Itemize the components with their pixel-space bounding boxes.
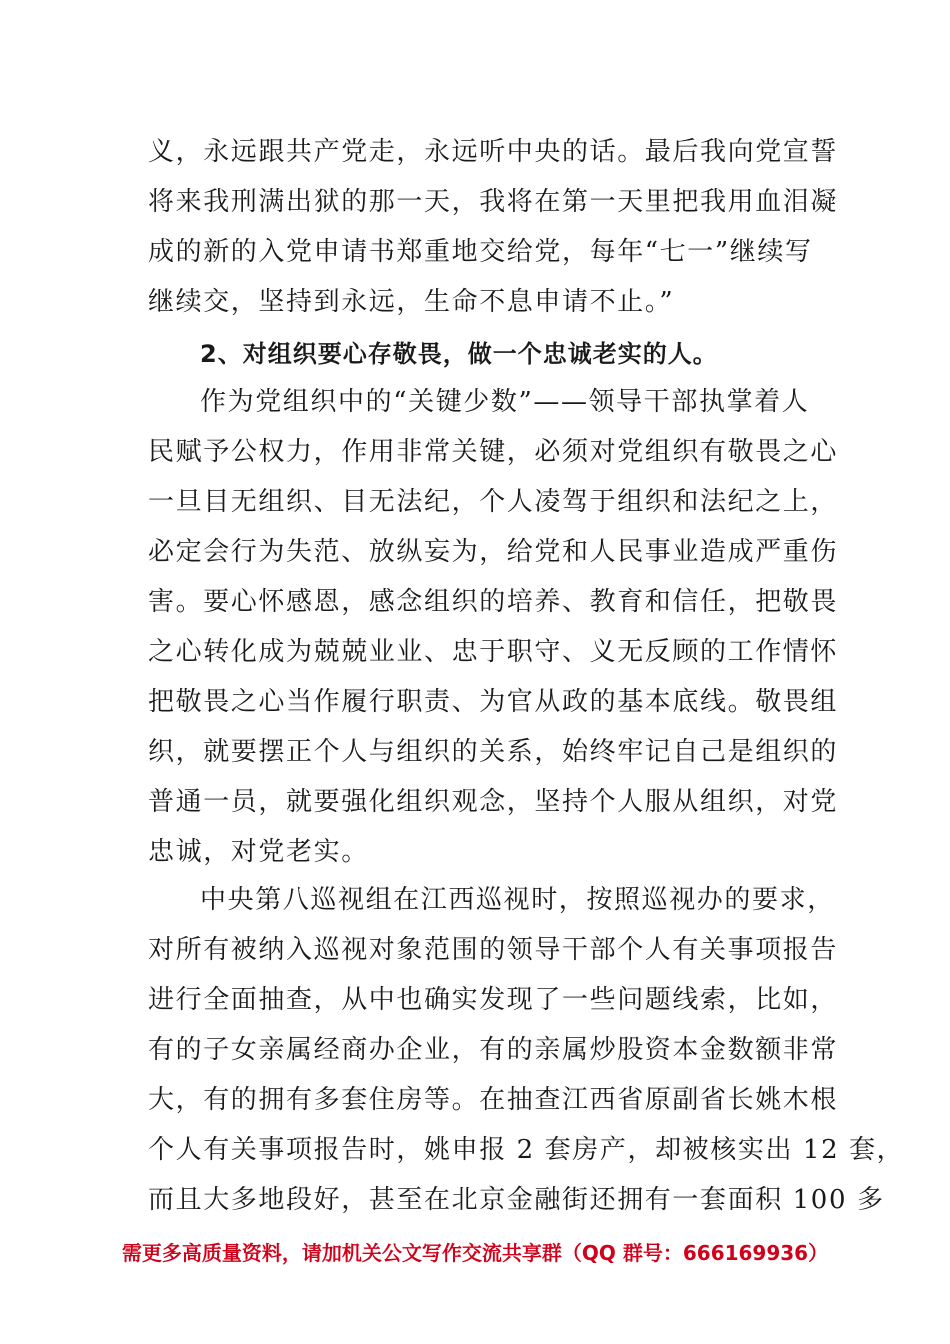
body-line: 成的新的入党申请书郑重地交给党，每年“七一”继续写 [148,237,813,267]
body-line: 有的子女亲属经商办企业，有的亲属炒股资本金数额非常 [148,1035,839,1065]
body-line: 将来我刑满出狱的那一天，我将在第一天里把我用血泪凝 [148,187,839,217]
body-line: 之心转化成为兢兢业业、忠于职守、义无反顾的工作情怀 [148,637,839,667]
body-line: 对所有被纳入巡视对象范围的领导干部个人有关事项报告 [148,935,839,965]
body-line: 大，有的拥有多套住房等。在抽查江西省原副省长姚木根 [148,1085,839,1115]
body-line: 中央第八巡视组在江西巡视时，按照巡视办的要求， [200,885,835,915]
body-line: 进行全面抽查，从中也确实发现了一些问题线索，比如， [148,985,839,1015]
body-line: 忠诚，对党老实。 [148,837,369,867]
body-line: 一旦目无组织、目无法纪，个人凌驾于组织和法纪之上， [148,487,839,517]
body-line: 织，就要摆正个人与组织的关系，始终牢记自己是组织的 [148,737,839,767]
body-line: 民赋予公权力，作用非常关键，必须对党组织有敬畏之心 [148,437,839,467]
footer-notice: 需更多高质量资料，请加机关公文写作交流共享群（QQ 群号：666169936） [121,1241,829,1265]
body-line: 继续交，坚持到永远，生命不息申请不止。” [148,287,675,317]
body-line: 必定会行为失范、放纵妄为，给党和人民事业造成严重伤 [148,537,839,567]
body-line: 害。要心怀感恩，感念组织的培养、教育和信任，把敬畏 [148,587,839,617]
body-line: 而且大多地段好，甚至在北京金融街还拥有一套面积 100 多 [148,1185,885,1215]
body-line: 个人有关事项报告时，姚申报 2 套房产，却被核实出 12 套， [148,1135,905,1165]
body-line: 普通一员，就要强化组织观念，坚持个人服从组织，对党 [148,787,839,817]
body-line: 作为党组织中的“关键少数”——领导干部执掌着人 [200,387,810,417]
body-line: 把敬畏之心当作履行职责、为官从政的基本底线。敬畏组 [148,687,839,717]
section-heading: 2、对组织要心存敬畏，做一个忠诚老实的人。 [200,340,718,368]
body-line: 义，永远跟共产党走，永远听中央的话。最后我向党宣誓 [148,137,839,167]
